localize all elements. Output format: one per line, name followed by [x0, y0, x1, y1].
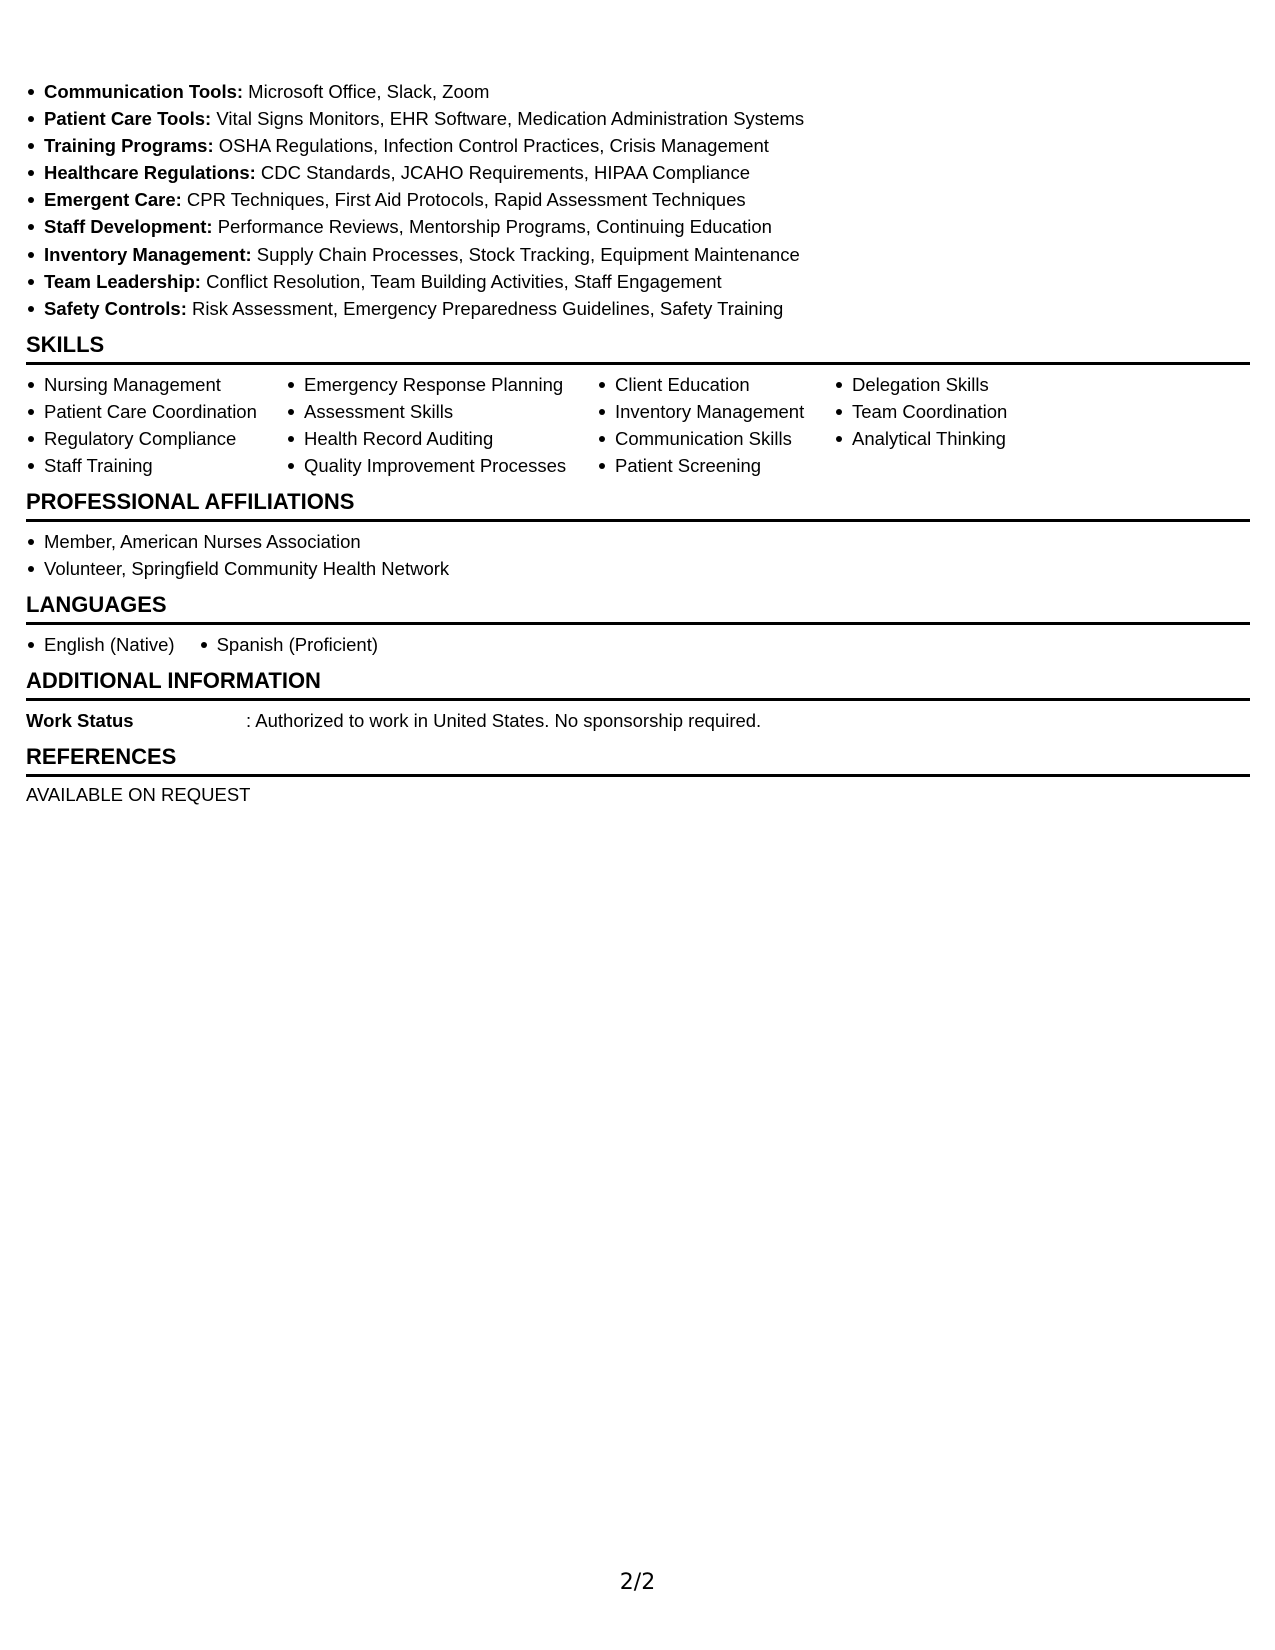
affiliations-section	[26, 487, 1250, 582]
skills-column	[286, 371, 597, 479]
tools-item-text: Vital Signs Monitors, EHR Software, Medication Administration Systems	[211, 108, 805, 130]
tools-item-text: Supply Chain Processes, Stock Tracking, Equipment Maintenance	[251, 243, 800, 265]
tools-item-label: Training Programs:	[44, 135, 214, 157]
tools-item-label: Communication Tools:	[44, 81, 244, 102]
tools-item-label: Inventory Management:	[44, 243, 252, 265]
tools-item-text: Microsoft Office, Slack, Zoom	[243, 81, 490, 102]
tools-item-staff-development	[26, 213, 1250, 240]
tools-item-text: CPR Techniques, First Aid Protocols, Rapid Assessment Techniques	[181, 189, 746, 211]
tools-item-text: OSHA Regulations, Infection Control Practices, Crisis Management	[213, 135, 769, 157]
language-item: English (Native)	[26, 631, 175, 658]
tools-item-team-leadership	[26, 268, 1250, 295]
tools-item-label: Emergent Care:	[44, 189, 182, 211]
skill-item: Client Education	[597, 371, 834, 398]
tools-item-training	[26, 132, 1250, 159]
skill-item: Inventory Management	[597, 398, 834, 425]
skills-column	[26, 371, 286, 479]
skill-item: Nursing Management	[26, 371, 286, 398]
tools-item-regulations	[26, 159, 1250, 186]
tools-item-label: Staff Development:	[44, 216, 213, 238]
tools-item-label: Team Leadership:	[44, 270, 201, 292]
additional-info-heading: ADDITIONAL INFORMATION	[26, 666, 1250, 701]
language-item: Spanish (Proficient)	[199, 631, 378, 658]
tools-item-label: Healthcare Regulations:	[44, 162, 256, 184]
affiliations-heading: PROFESSIONAL AFFILIATIONS	[26, 487, 1250, 522]
references-heading: REFERENCES	[26, 742, 1250, 777]
tools-item-text: Risk Assessment, Emergency Preparedness Guidelines, Safety Training	[186, 297, 784, 319]
skill-item: Regulatory Compliance	[26, 425, 286, 452]
tools-item-text: Conflict Resolution, Team Building Activities, Staff Engagement	[200, 270, 722, 292]
skill-item: Patient Care Coordination	[26, 398, 286, 425]
languages-heading: LANGUAGES	[26, 590, 1250, 625]
resume-page-2	[26, 78, 1250, 808]
work-status-value: : Authorized to work in United States. No sponsorship required.	[246, 709, 762, 731]
languages-list	[26, 625, 1250, 658]
tools-item-emergent-care	[26, 186, 1250, 213]
skill-item: Communication Skills	[597, 425, 834, 452]
skills-grid	[26, 365, 1250, 479]
tools-item-inventory	[26, 241, 1250, 268]
skills-heading: SKILLS	[26, 330, 1250, 365]
tools-item-patient-care	[26, 105, 1250, 132]
skill-item: Emergency Response Planning	[286, 371, 597, 398]
tools-list	[26, 78, 1250, 322]
skills-section	[26, 330, 1250, 479]
tools-item-text: CDC Standards, JCAHO Requirements, HIPAA Compliance	[255, 162, 750, 184]
work-status-label: Work Status	[26, 709, 134, 731]
tools-item-text: Performance Reviews, Mentorship Programs, Continuing Education	[212, 216, 772, 238]
affiliation-item: Volunteer, Springfield Community Health Network	[26, 555, 1250, 582]
skill-item: Patient Screening	[597, 452, 834, 479]
skill-item: Assessment Skills	[286, 398, 597, 425]
skills-column	[834, 371, 1074, 479]
skill-item: Delegation Skills	[834, 371, 1074, 398]
references-section	[26, 742, 1250, 808]
skill-item: Analytical Thinking	[834, 425, 1074, 452]
skill-item: Team Coordination	[834, 398, 1074, 425]
languages-section	[26, 590, 1250, 658]
tools-item-label: Patient Care Tools:	[44, 108, 212, 130]
tools-item-label: Safety Controls:	[44, 297, 187, 319]
tools-item-safety	[26, 295, 1250, 322]
skills-column	[597, 371, 834, 479]
skill-item: Health Record Auditing	[286, 425, 597, 452]
affiliation-item: Member, American Nurses Association	[26, 528, 1250, 555]
affiliations-list	[26, 522, 1250, 582]
additional-info-section	[26, 666, 1250, 734]
skill-item: Quality Improvement Processes	[286, 452, 597, 479]
work-status-row	[26, 701, 1250, 734]
page-number: 2/2	[619, 1570, 656, 1595]
references-text: AVAILABLE ON REQUEST	[26, 783, 251, 805]
tools-item-communication	[26, 78, 1250, 105]
skill-item: Staff Training	[26, 452, 286, 479]
